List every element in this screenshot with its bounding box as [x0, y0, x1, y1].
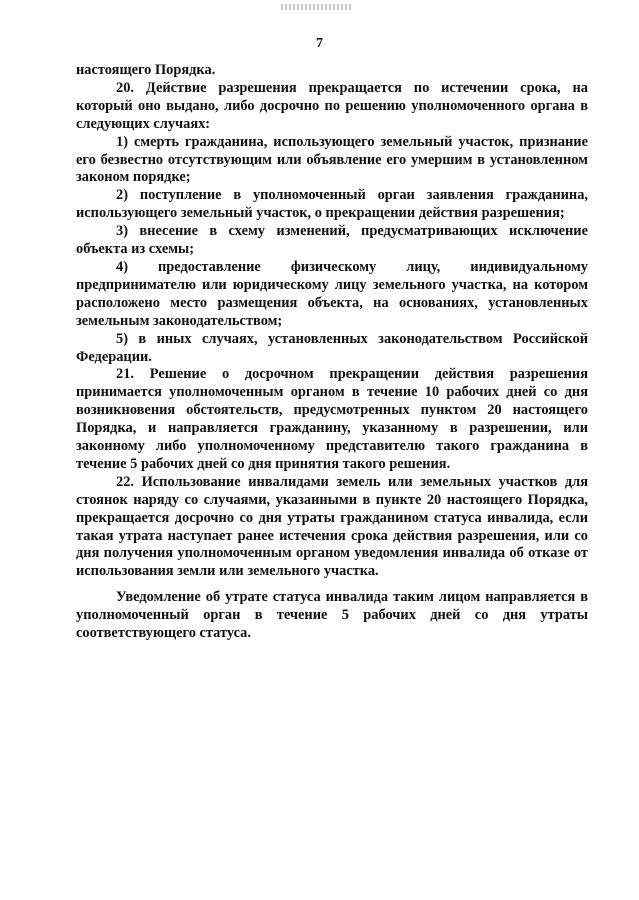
paragraph-subitem-5: 5) в иных случаях, установленных законодательством Российской Федерации. [76, 330, 588, 365]
paragraph-subitem-2: 2) поступление в уполномоченный орган заявления гражданина, использующего земельный участок, о прекращении действия разрешения; [76, 187, 588, 222]
paragraph-item-21: 21. Решение о досрочном прекращении действия разрешения принимается уполномоченным органом в течение 10 рабочих дней со дня возникновения обстоятельств, предусмотренных пунктом 20 настоящего Порядка, и направляется гражданину, указанному в разрешении, или законному либо уполномоченному представителю такого гражданина в течение 5 рабочих дней со дня принятия такого решения. [76, 366, 588, 472]
paragraph-item-20: 20. Действие разрешения прекращается по истечении срока, на который оно выдано, либо досрочно по решению уполномоченного органа в следующих случаях: [76, 79, 588, 132]
paragraph-notification: Уведомление об утрате статуса инвалида таким лицом направляется в уполномоченный орган в течение 5 рабочих дней со дня утраты соответствующего статуса. [76, 589, 588, 642]
document-body [76, 62, 588, 643]
page-number: 7 [316, 36, 323, 51]
paragraph-continuation: настоящего Порядка. [76, 62, 216, 78]
scan-artifact [281, 4, 353, 10]
paragraph-subitem-1: 1) смерть гражданина, использующего земельный участок, признание его безвестно отсутствующим или объявление его умершим в установленном законом порядке; [76, 133, 588, 186]
paragraph-subitem-3: 3) внесение в схему изменений, предусматривающих исключение объекта из схемы; [76, 223, 588, 258]
paragraph-subitem-4: 4) предоставление физическому лицу, индивидуальному предпринимателю или юридическому лицу земельного участка, на котором расположено место размещения объекта, на основаниях, установленных земельным законодательством; [76, 258, 588, 329]
paragraph-item-22: 22. Использование инвалидами земель или земельных участков для стоянок наряду со случаями, указанными в пункте 20 настоящего Порядка, прекращается досрочно со дня утраты гражданином статуса инвалида, если такая утрата наступает ранее истечения срока действия разрешения, или со дня получения уполномоченным органом уведомления инвалида об отказе от использования земли или земельного участка. [76, 473, 588, 580]
